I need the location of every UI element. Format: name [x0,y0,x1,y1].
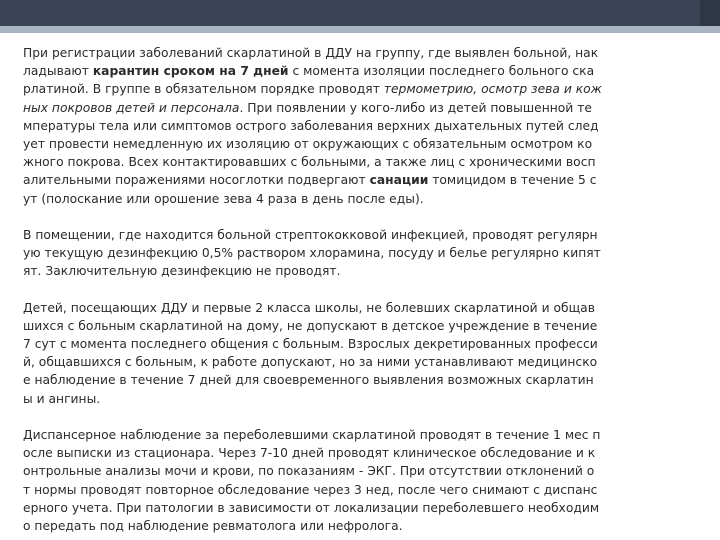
text-run: томицидом в течение 5 с [428,173,597,188]
header-accent-stripe [0,26,720,33]
text-run: рлатиной. В группе в обязательном порядке проводят [23,82,384,97]
text-run: При регистрации заболеваний скарлатиной в ДДУ на группу, где выявлен больной, нак [23,46,599,60]
text-line [23,244,683,262]
text-run: о передать под наблюдение ревматолога или нефролога. [23,518,403,533]
text-run: мпературы тела или симптомов острого заболевания верхних дыхательных путей след [23,118,599,133]
paragraph-spacer [23,208,683,226]
text-run: й, общавшихся с больным, к работе допускают, но за ними устанавливают медицинско [23,355,598,370]
text-line [23,44,683,62]
text-run: т нормы проводят повторное обследование через 3 нед, после чего снимают с диспанс [23,482,598,497]
text-line [23,190,683,208]
text-line [23,481,683,499]
text-line [23,371,683,389]
text-line [23,135,683,153]
text-line [23,317,683,335]
text-line [23,153,683,171]
text-run: шихся с больным скарлатиной на дому, не допускают в детское учреждение в течение [23,318,598,333]
text-run: е наблюдение в течение 7 дней для своевременного выявления возможных скарлатин [23,373,594,388]
text-line [23,462,683,480]
text-run: В помещении, где находится больной стрептококковой инфекцией, проводят регулярн [23,227,598,242]
text-run: жного покрова. Всех контактировавших с больными, а также лиц с хроническими восп [23,155,596,170]
text-line [23,299,683,317]
text-run: ят. Заключительную дезинфекцию не проводят. [23,264,341,279]
text-line [23,80,683,98]
text-run: Диспансерное наблюдение за переболевшими скарлатиной проводят в течение 1 мес п [23,427,601,442]
paragraph-spacer [23,408,683,426]
text-run: с момента изоляции последнего больного ска [288,64,595,79]
emphasis-bold: санации [369,173,429,188]
text-line [23,353,683,371]
text-line [23,444,683,462]
text-line [23,99,683,117]
text-run: алительными поражениями носоглотки подвергают [23,173,370,188]
text-run: ует провести немедленную их изоляцию от окружающих с обязательным осмотром ко [23,136,593,151]
text-run: ладывают [23,64,93,79]
text-line [23,335,683,353]
text-line [23,426,683,444]
text-run: ут (полоскание или орошение зева 4 раза в день после еды). [23,191,424,206]
text-line [23,117,683,135]
text-run: онтрольные анализы мочи и крови, по показаниям - ЭКГ. При отсутствии отклонений о [23,464,595,479]
paragraph-2 [23,226,683,281]
text-line [23,499,683,517]
text-run: ерного учета. При патологии в зависимости от локализации переболевшего необходим [23,500,600,515]
paragraph-3 [23,299,683,408]
text-run: Детей, посещающих ДДУ и первые 2 класса школы, не болевших скарлатиной и общав [23,300,595,315]
emphasis-bold: карантин сроком на 7 дней [92,64,289,79]
header-bar-corner [700,0,720,26]
text-run: ы и ангины. [23,391,101,406]
paragraph-4 [23,426,683,535]
text-line [23,171,683,189]
emphasis-italic: ных покровов детей и персонала [23,100,240,115]
slide-text-body [23,44,683,535]
text-run: осле выписки из стационара. Через 7-10 дней проводят клиническое обследование и к [23,446,596,461]
text-line [23,517,683,535]
text-line [23,390,683,408]
paragraph-1 [23,44,683,208]
text-line [23,62,683,80]
emphasis-italic: термометрию, осмотр зева и кож [383,82,602,97]
text-line [23,226,683,244]
paragraph-spacer [23,280,683,298]
text-line [23,262,683,280]
text-run: ую текущую дезинфекцию 0,5% раствором хлорамина, посуду и белье регулярно кипят [23,246,601,261]
text-run: . При появлении у кого-либо из детей повышенной те [239,100,592,115]
header-bar [0,0,720,26]
text-run: 7 сут с момента последнего общения с больным. Взрослых декретированных професси [23,337,598,351]
